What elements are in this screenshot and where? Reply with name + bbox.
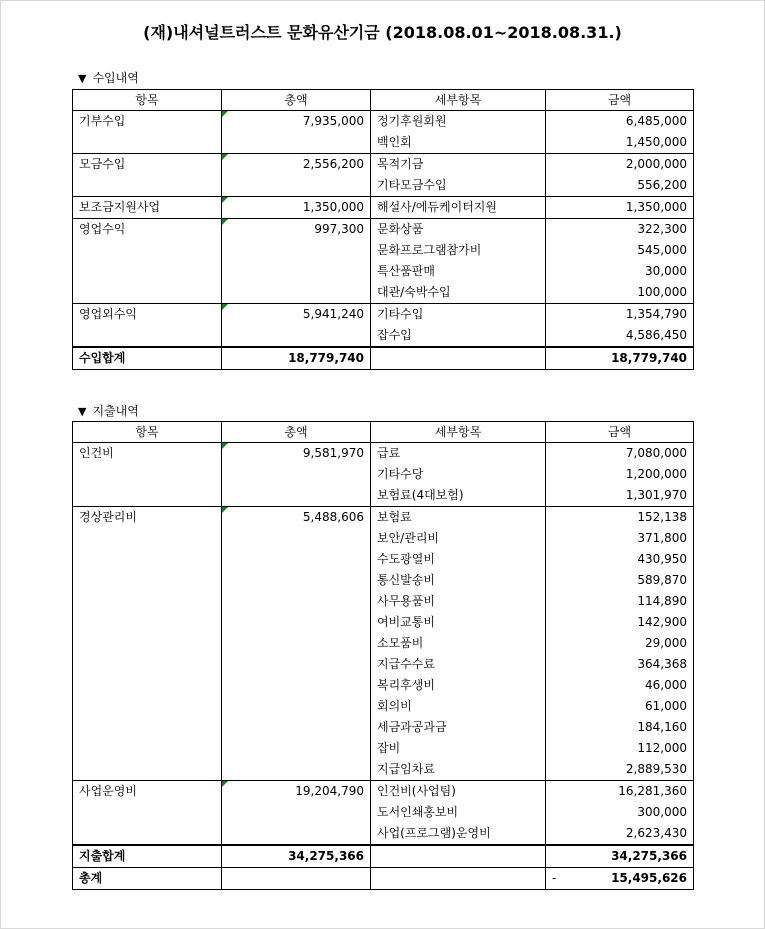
detail-name: 지급수수료	[371, 654, 546, 675]
detail-name: 사무용품비	[371, 591, 546, 612]
category-total: 997,300	[222, 219, 371, 304]
detail-amount: 100,000	[546, 282, 694, 304]
detail-name: 문화프로그램참가비	[371, 240, 546, 261]
income-sum-total: 18,779,740	[222, 347, 371, 370]
category-name: 인건비	[73, 443, 222, 507]
detail-name: 사업(프로그램)운영비	[371, 823, 546, 845]
table-row	[73, 304, 694, 326]
detail-name: 통신발송비	[371, 570, 546, 591]
detail-amount: 2,623,430	[546, 823, 694, 845]
category-name: 영업외수익	[73, 304, 222, 348]
table-header-row	[73, 422, 694, 443]
table-row	[73, 111, 694, 133]
detail-name: 해설사/에듀케이터지원	[371, 197, 546, 219]
detail-amount: 322,300	[546, 219, 694, 241]
detail-amount: 1,354,790	[546, 304, 694, 326]
detail-amount: 1,301,970	[546, 485, 694, 507]
detail-amount: 142,900	[546, 612, 694, 633]
category-name: 모금수입	[73, 154, 222, 197]
expense-sum-empty	[371, 845, 546, 868]
detail-amount: 61,000	[546, 696, 694, 717]
category-name: 보조금지원사업	[73, 197, 222, 219]
income-table	[72, 89, 694, 370]
detail-amount: 364,368	[546, 654, 694, 675]
grand-total-empty	[222, 868, 371, 890]
detail-name: 대관/숙박수입	[371, 282, 546, 304]
page-title: (재)내셔널트러스트 문화유산기금 (2018.08.01~2018.08.31.)	[143, 23, 622, 42]
detail-name: 정기후원회원	[371, 111, 546, 133]
expense-sum-amount: 34,275,366	[546, 845, 694, 868]
grand-total-amount: - 15,495,626	[546, 868, 694, 890]
category-name: 사업운영비	[73, 781, 222, 846]
detail-name: 복리후생비	[371, 675, 546, 696]
detail-name: 회의비	[371, 696, 546, 717]
detail-name: 특산품판매	[371, 261, 546, 282]
table-row	[73, 443, 694, 465]
header-item: 항목	[73, 422, 222, 443]
detail-amount: 46,000	[546, 675, 694, 696]
detail-name: 급료	[371, 443, 546, 465]
category-total: 2,556,200	[222, 154, 371, 197]
detail-amount: 1,200,000	[546, 464, 694, 485]
income-section-label: ▼ 수입내역	[78, 71, 139, 85]
detail-amount: 2,889,530	[546, 759, 694, 781]
detail-name: 문화상품	[371, 219, 546, 241]
category-total: 19,204,790	[222, 781, 371, 846]
detail-name: 지급임차료	[371, 759, 546, 781]
detail-name: 여비교통비	[371, 612, 546, 633]
header-amount: 금액	[546, 90, 694, 111]
table-row	[73, 154, 694, 176]
detail-amount: 29,000	[546, 633, 694, 654]
category-total: 7,935,000	[222, 111, 371, 154]
income-sum-row	[73, 347, 694, 370]
detail-amount: 114,890	[546, 591, 694, 612]
detail-amount: 4,586,450	[546, 325, 694, 347]
table-row	[73, 197, 694, 219]
detail-amount: 545,000	[546, 240, 694, 261]
detail-name: 목적기금	[371, 154, 546, 176]
income-sum-empty	[371, 347, 546, 370]
detail-amount: 2,000,000	[546, 154, 694, 176]
income-sum-amount: 18,779,740	[546, 347, 694, 370]
detail-amount: 1,350,000	[546, 197, 694, 219]
detail-name: 백인회	[371, 132, 546, 154]
table-row	[73, 781, 694, 803]
triangle-down-icon: ▼	[78, 405, 87, 418]
table-header-row	[73, 90, 694, 111]
category-total: 9,581,970	[222, 443, 371, 507]
category-name: 경상관리비	[73, 507, 222, 781]
expense-section-label: ▼ 지출내역	[78, 404, 139, 418]
grand-total-empty	[371, 868, 546, 890]
detail-name: 기타수입	[371, 304, 546, 326]
header-total: 총액	[222, 422, 371, 443]
expense-sum-row	[73, 845, 694, 868]
header-detail: 세부항목	[371, 422, 546, 443]
table-row	[73, 507, 694, 529]
category-total: 5,488,606	[222, 507, 371, 781]
detail-name: 기타수당	[371, 464, 546, 485]
detail-name: 잡수입	[371, 325, 546, 347]
header-total: 총액	[222, 90, 371, 111]
detail-name: 보안/관리비	[371, 528, 546, 549]
category-total: 5,941,240	[222, 304, 371, 348]
detail-name: 도서인쇄홍보비	[371, 802, 546, 823]
detail-amount: 16,281,360	[546, 781, 694, 803]
detail-amount: 589,870	[546, 570, 694, 591]
income-sum-label: 수입합계	[73, 347, 222, 370]
expense-sum-total: 34,275,366	[222, 845, 371, 868]
detail-amount: 430,950	[546, 549, 694, 570]
header-detail: 세부항목	[371, 90, 546, 111]
grand-total-row	[73, 868, 694, 890]
detail-amount: 556,200	[546, 175, 694, 197]
detail-amount: 6,485,000	[546, 111, 694, 133]
detail-amount: 7,080,000	[546, 443, 694, 465]
grand-total-dash: -	[552, 871, 557, 885]
expense-table	[72, 421, 694, 890]
detail-amount: 30,000	[546, 261, 694, 282]
header-amount: 금액	[546, 422, 694, 443]
detail-name: 보험료	[371, 507, 546, 529]
detail-amount: 152,138	[546, 507, 694, 529]
detail-name: 보험료(4대보험)	[371, 485, 546, 507]
detail-amount: 300,000	[546, 802, 694, 823]
category-name: 기부수입	[73, 111, 222, 154]
expense-sum-label: 지출합계	[73, 845, 222, 868]
detail-name: 세금과공과금	[371, 717, 546, 738]
detail-amount: 1,450,000	[546, 132, 694, 154]
category-name: 영업수익	[73, 219, 222, 304]
detail-name: 소모품비	[371, 633, 546, 654]
detail-name: 잡비	[371, 738, 546, 759]
triangle-down-icon: ▼	[78, 72, 87, 85]
detail-name: 수도광열비	[371, 549, 546, 570]
detail-amount: 371,800	[546, 528, 694, 549]
table-row	[73, 219, 694, 241]
detail-amount: 184,160	[546, 717, 694, 738]
detail-amount: 112,000	[546, 738, 694, 759]
grand-total-label: 총계	[73, 868, 222, 890]
category-total: 1,350,000	[222, 197, 371, 219]
detail-name: 기타모금수입	[371, 175, 546, 197]
header-item: 항목	[73, 90, 222, 111]
detail-name: 인건비(사업팀)	[371, 781, 546, 803]
